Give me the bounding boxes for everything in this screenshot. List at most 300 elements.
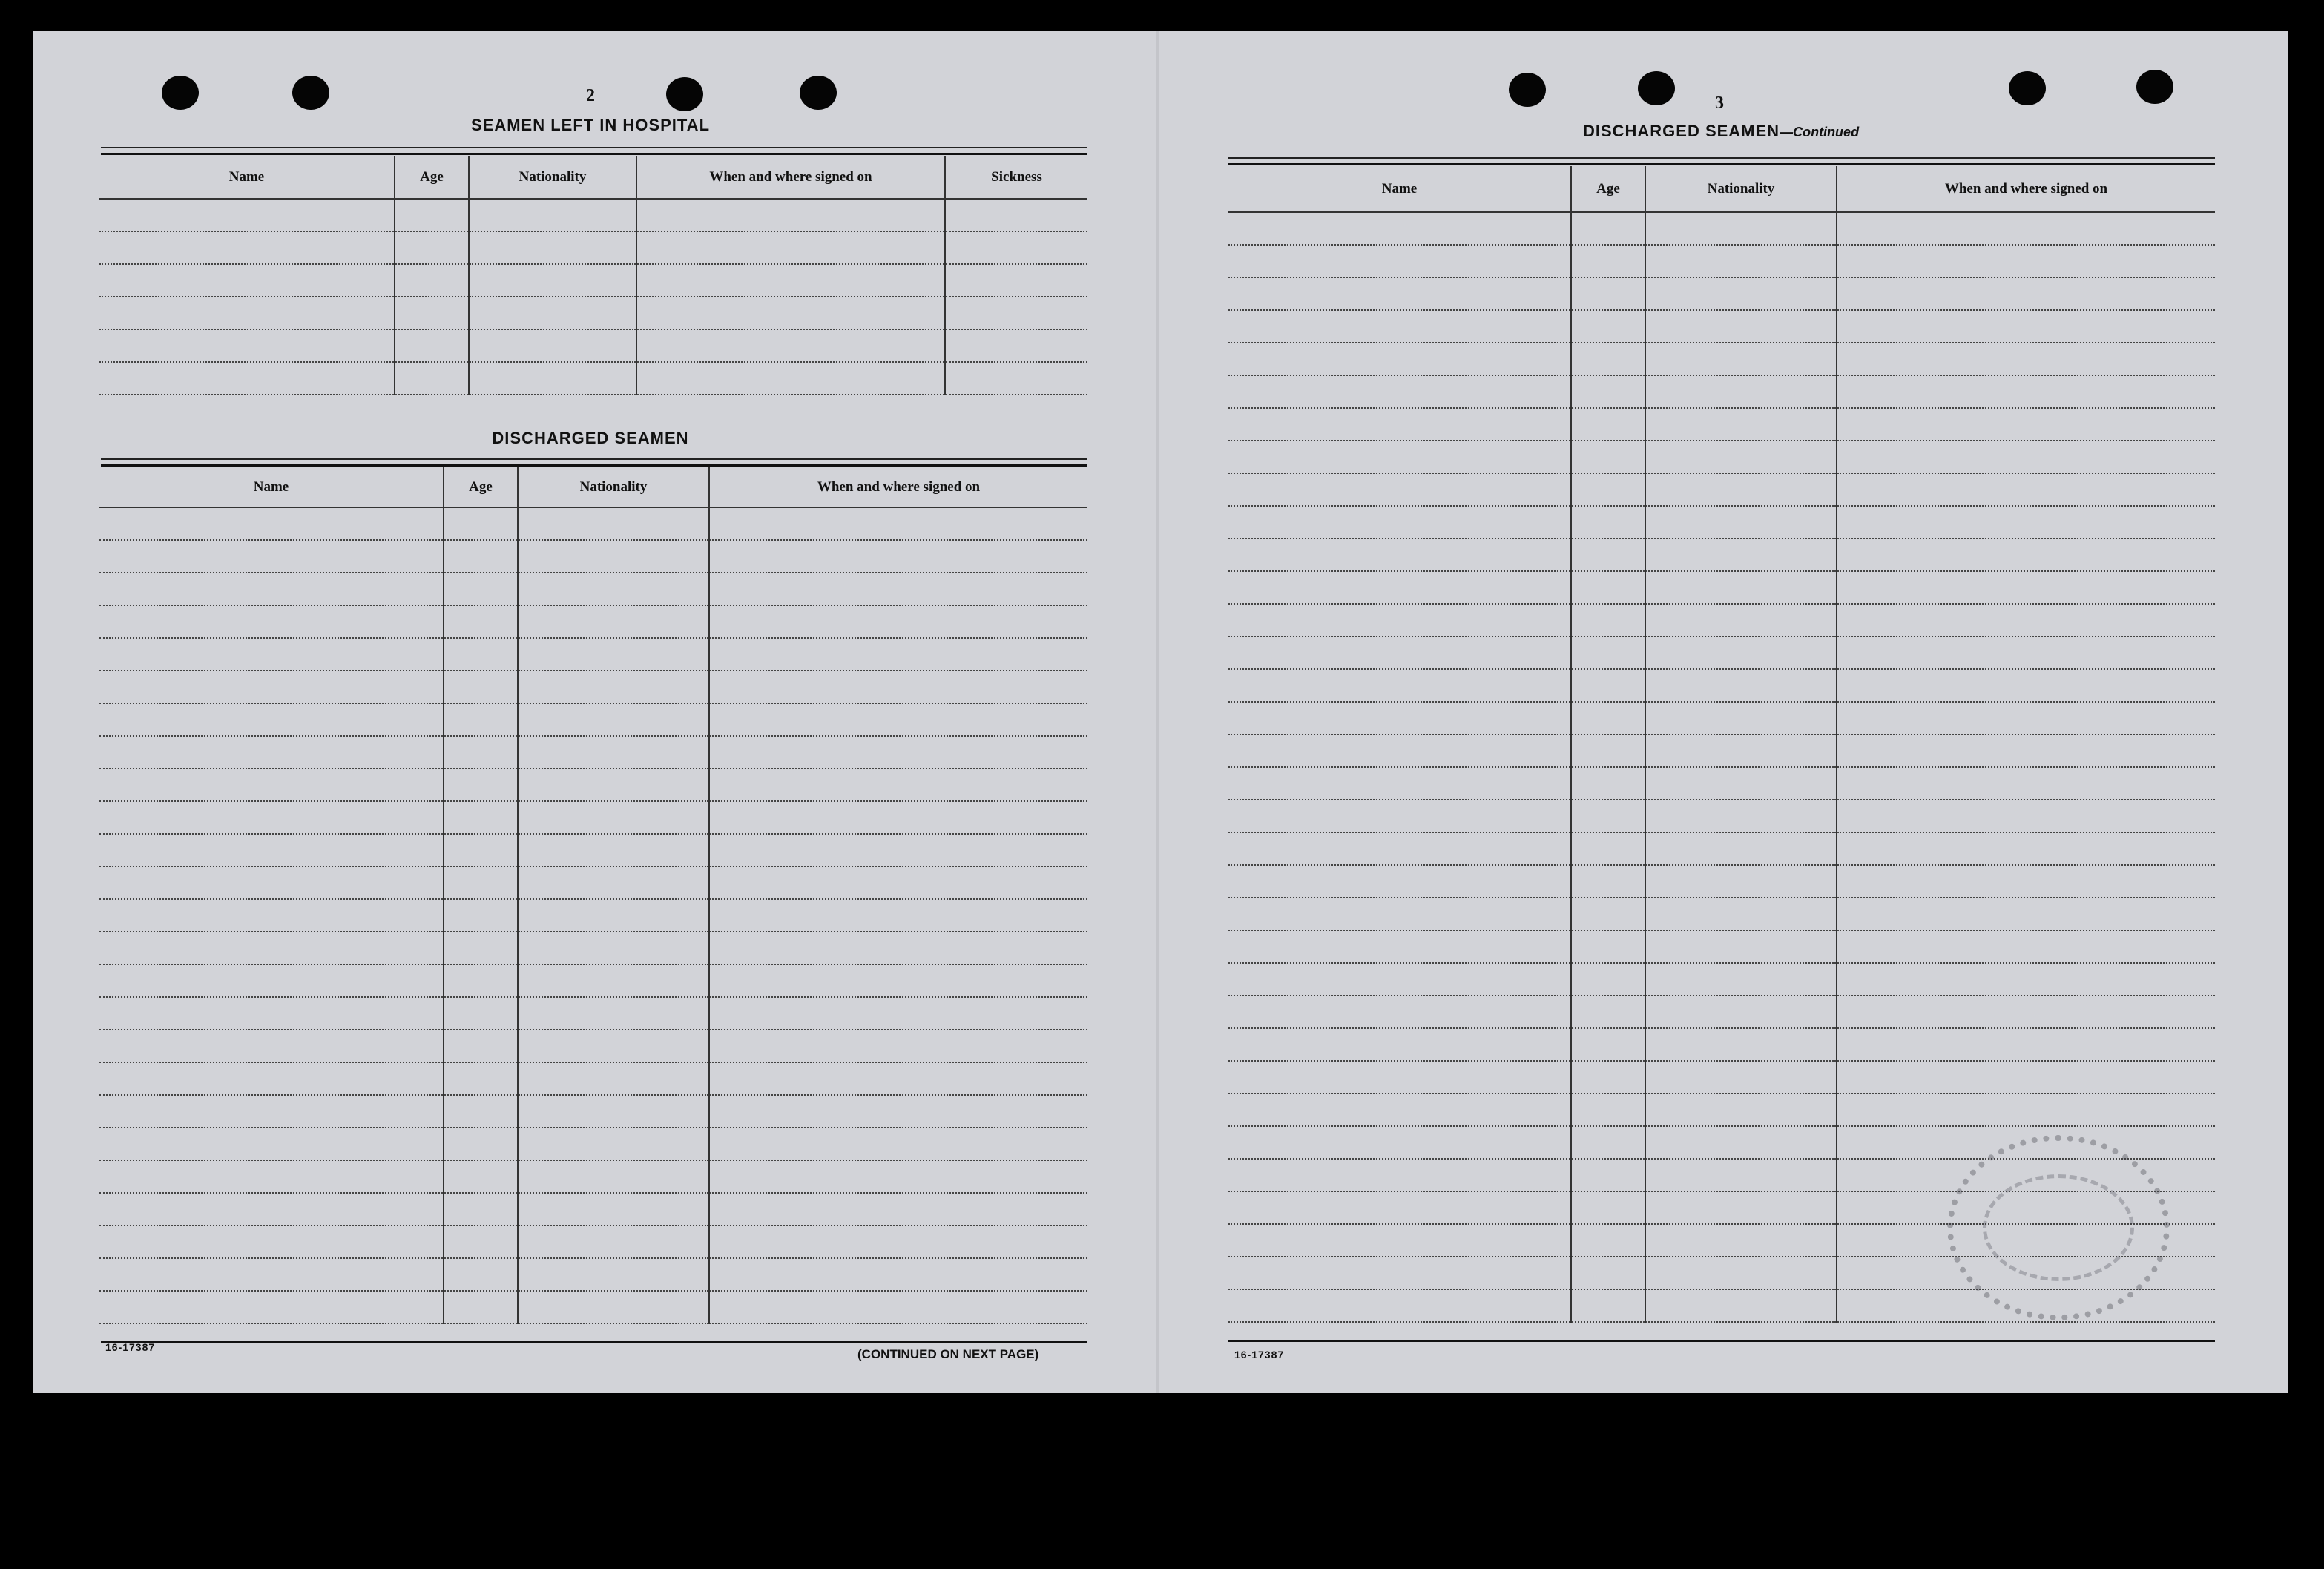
table-row (99, 507, 1087, 540)
table-row (1228, 375, 2215, 408)
blank-cell (1571, 375, 1645, 408)
table-row (99, 1226, 1087, 1258)
hospital-table (99, 156, 1087, 395)
blank-cell (518, 1160, 709, 1193)
table-row (99, 769, 1087, 801)
table-row (99, 834, 1087, 866)
blank-cell (1645, 245, 1837, 277)
blank-cell (1837, 506, 2215, 539)
table-row (99, 1128, 1087, 1160)
blank-cell (1645, 963, 1837, 996)
table-row (99, 573, 1087, 605)
page-number: 3 (1715, 93, 1724, 113)
column-header-name: Name (1228, 166, 1571, 212)
blank-cell (1837, 343, 2215, 375)
blank-cell (1837, 734, 2215, 767)
blank-cell (709, 1226, 1087, 1258)
blank-cell (1645, 539, 1837, 571)
blank-cell (1228, 996, 1571, 1028)
blank-cell (1837, 375, 2215, 408)
blank-cell (1228, 277, 1571, 310)
blank-cell (1837, 1028, 2215, 1061)
hospital-section-title: SEAMEN LEFT IN HOSPITAL (470, 116, 711, 134)
blank-cell (709, 605, 1087, 638)
blank-cell (709, 573, 1087, 605)
blank-cell (1645, 898, 1837, 930)
blank-cell (1228, 800, 1571, 832)
blank-cell (709, 638, 1087, 671)
page-number: 2 (586, 86, 595, 105)
blank-cell (1571, 1224, 1645, 1257)
blank-cell (444, 801, 518, 834)
table-row (1228, 996, 2215, 1028)
blank-cell (1837, 637, 2215, 669)
blank-cell (1228, 930, 1571, 963)
blank-cell (1571, 1061, 1645, 1093)
blank-cell (945, 329, 1087, 362)
blank-cell (444, 1128, 518, 1160)
table-row (1228, 245, 2215, 277)
blank-cell (395, 199, 469, 231)
blank-cell (518, 801, 709, 834)
continued-note: (CONTINUED ON NEXT PAGE) (857, 1347, 1039, 1361)
punch-hole (1638, 71, 1675, 105)
divider (101, 1341, 1087, 1343)
blank-cell (99, 362, 395, 395)
blank-cell (1645, 604, 1837, 637)
blank-cell (709, 1160, 1087, 1193)
blank-cell (1571, 1191, 1645, 1224)
blank-cell (1571, 1257, 1645, 1289)
blank-cell (1571, 1159, 1645, 1191)
blank-cell (444, 540, 518, 573)
blank-cell (518, 540, 709, 573)
blank-cell (518, 964, 709, 997)
column-header-name: Name (99, 467, 444, 507)
blank-cell (1571, 245, 1645, 277)
blank-cell (1837, 865, 2215, 898)
blank-cell (1645, 506, 1837, 539)
blank-cell (1571, 734, 1645, 767)
form-number: 16-17387 (1234, 1349, 1285, 1361)
blank-cell (945, 362, 1087, 395)
blank-cell (1645, 669, 1837, 702)
blank-cell (1571, 506, 1645, 539)
table-row (99, 932, 1087, 964)
table-row (1228, 832, 2215, 865)
table-row (99, 540, 1087, 573)
divider (1228, 157, 2215, 159)
table-row (99, 736, 1087, 769)
blank-cell (1228, 245, 1571, 277)
punch-hole (666, 77, 703, 111)
divider (101, 153, 1087, 155)
blank-cell (99, 899, 444, 932)
blank-cell (636, 199, 945, 231)
blank-cell (636, 362, 945, 395)
blank-cell (709, 1291, 1087, 1323)
discharged-table (99, 467, 1087, 1324)
blank-cell (1571, 1289, 1645, 1322)
blank-cell (1228, 604, 1571, 637)
blank-cell (99, 297, 395, 329)
blank-cell (1837, 669, 2215, 702)
column-header-nationality: Nationality (518, 467, 709, 507)
blank-cell (99, 866, 444, 899)
blank-cell (99, 834, 444, 866)
blank-cell (469, 297, 636, 329)
table-row (1228, 800, 2215, 832)
table-row (1228, 1061, 2215, 1093)
table-row (99, 964, 1087, 997)
blank-cell (1837, 441, 2215, 473)
blank-cell (518, 605, 709, 638)
blank-cell (518, 932, 709, 964)
punch-hole (2136, 70, 2173, 104)
table-row (99, 1062, 1087, 1095)
column-header-nationality: Nationality (469, 156, 636, 199)
page-fold (1156, 31, 1159, 1393)
blank-cell (1645, 343, 1837, 375)
table-row (1228, 408, 2215, 441)
divider (101, 464, 1087, 467)
blank-cell (1645, 375, 1837, 408)
table-row (99, 1095, 1087, 1128)
blank-cell (1645, 408, 1837, 441)
table-row (99, 866, 1087, 899)
blank-cell (1228, 1191, 1571, 1224)
blank-cell (636, 297, 945, 329)
blank-cell (99, 964, 444, 997)
blank-cell (518, 1030, 709, 1062)
blank-cell (1837, 800, 2215, 832)
blank-cell (1228, 1289, 1571, 1322)
blank-cell (518, 507, 709, 540)
blank-cell (1837, 898, 2215, 930)
table-row (99, 638, 1087, 671)
blank-cell (709, 1258, 1087, 1291)
blank-cell (395, 362, 469, 395)
blank-cell (1645, 1289, 1837, 1322)
divider (101, 458, 1087, 460)
blank-cell (1645, 571, 1837, 604)
blank-cell (1228, 473, 1571, 506)
table-row (1228, 441, 2215, 473)
blank-cell (444, 638, 518, 671)
blank-cell (1645, 1159, 1837, 1191)
table-row (99, 1030, 1087, 1062)
blank-cell (1837, 245, 2215, 277)
table-row (99, 264, 1087, 297)
blank-cell (1837, 539, 2215, 571)
blank-cell (1645, 832, 1837, 865)
divider (101, 147, 1087, 148)
blank-cell (469, 329, 636, 362)
blank-cell (709, 997, 1087, 1030)
blank-cell (518, 703, 709, 736)
blank-cell (518, 899, 709, 932)
table-row (1228, 539, 2215, 571)
table-row (99, 231, 1087, 264)
punch-hole (162, 76, 199, 110)
blank-cell (1228, 212, 1571, 245)
blank-cell (518, 671, 709, 703)
blank-cell (1645, 996, 1837, 1028)
blank-cell (1571, 930, 1645, 963)
blank-cell (1228, 343, 1571, 375)
blank-cell (444, 605, 518, 638)
blank-cell (518, 997, 709, 1030)
blank-cell (99, 769, 444, 801)
column-header-age: Age (444, 467, 518, 507)
blank-cell (1571, 212, 1645, 245)
blank-cell (99, 736, 444, 769)
table-row (1228, 669, 2215, 702)
blank-cell (945, 199, 1087, 231)
table-row (1228, 343, 2215, 375)
blank-cell (1228, 1159, 1571, 1191)
table-row (99, 671, 1087, 703)
blank-cell (1228, 669, 1571, 702)
table-row (99, 329, 1087, 362)
blank-cell (1645, 702, 1837, 734)
blank-cell (469, 362, 636, 395)
blank-cell (1228, 832, 1571, 865)
blank-cell (709, 964, 1087, 997)
blank-cell (709, 540, 1087, 573)
blank-cell (1228, 375, 1571, 408)
blank-cell (518, 736, 709, 769)
blank-cell (444, 1291, 518, 1323)
blank-cell (1228, 1061, 1571, 1093)
blank-cell (444, 899, 518, 932)
blank-cell (469, 199, 636, 231)
blank-cell (1228, 702, 1571, 734)
blank-cell (1837, 571, 2215, 604)
blank-cell (1837, 212, 2215, 245)
column-header-signed-on: When and where signed on (1837, 166, 2215, 212)
blank-cell (1228, 963, 1571, 996)
title-continued: —Continued (1780, 125, 1860, 139)
blank-cell (1645, 800, 1837, 832)
blank-cell (1571, 539, 1645, 571)
blank-cell (945, 297, 1087, 329)
column-header-age: Age (395, 156, 469, 199)
blank-cell (945, 231, 1087, 264)
blank-cell (1645, 473, 1837, 506)
blank-cell (444, 573, 518, 605)
blank-cell (1571, 996, 1645, 1028)
blank-cell (709, 1030, 1087, 1062)
blank-cell (709, 866, 1087, 899)
blank-cell (1228, 441, 1571, 473)
blank-cell (709, 1062, 1087, 1095)
punch-hole (1509, 73, 1546, 107)
blank-cell (1837, 1061, 2215, 1093)
blank-cell (1645, 212, 1837, 245)
blank-cell (1571, 832, 1645, 865)
table-row (99, 1193, 1087, 1226)
blank-cell (444, 932, 518, 964)
blank-cell (99, 329, 395, 362)
table-row (1228, 637, 2215, 669)
blank-cell (1837, 963, 2215, 996)
column-header-nationality: Nationality (1645, 166, 1837, 212)
form-number: 16-17387 (105, 1341, 156, 1353)
blank-cell (99, 264, 395, 297)
blank-cell (444, 964, 518, 997)
blank-cell (1837, 408, 2215, 441)
blank-cell (1228, 408, 1571, 441)
divider (1228, 163, 2215, 165)
blank-cell (1645, 1126, 1837, 1159)
blank-cell (444, 703, 518, 736)
blank-cell (1645, 441, 1837, 473)
blank-cell (99, 540, 444, 573)
table-row (1228, 930, 2215, 963)
table-row (1228, 963, 2215, 996)
blank-cell (1571, 604, 1645, 637)
blank-cell (518, 1062, 709, 1095)
blank-cell (1837, 604, 2215, 637)
blank-cell (518, 1128, 709, 1160)
blank-cell (99, 638, 444, 671)
blank-cell (444, 1193, 518, 1226)
blank-cell (1228, 1126, 1571, 1159)
table-row (1228, 865, 2215, 898)
table-row (1228, 506, 2215, 539)
column-header-age: Age (1571, 166, 1645, 212)
blank-cell (395, 297, 469, 329)
blank-cell (1571, 1028, 1645, 1061)
blank-cell (709, 769, 1087, 801)
blank-cell (518, 1291, 709, 1323)
title-main: DISCHARGED SEAMEN (1582, 122, 1780, 140)
blank-cell (99, 507, 444, 540)
blank-cell (444, 1030, 518, 1062)
table-row (1228, 473, 2215, 506)
blank-cell (1228, 865, 1571, 898)
blank-cell (99, 1291, 444, 1323)
blank-cell (518, 834, 709, 866)
blank-cell (709, 899, 1087, 932)
blank-cell (1571, 1126, 1645, 1159)
blank-cell (709, 507, 1087, 540)
blank-cell (1571, 277, 1645, 310)
blank-cell (518, 1193, 709, 1226)
blank-cell (1228, 637, 1571, 669)
blank-cell (99, 1030, 444, 1062)
column-header-sickness: Sickness (945, 156, 1087, 199)
table-row (99, 703, 1087, 736)
table-row (1228, 1093, 2215, 1126)
blank-cell (1571, 702, 1645, 734)
blank-cell (1571, 1093, 1645, 1126)
blank-cell (1571, 343, 1645, 375)
blank-cell (1645, 930, 1837, 963)
blank-cell (1228, 1257, 1571, 1289)
table-row (99, 1258, 1087, 1291)
blank-cell (518, 769, 709, 801)
blank-cell (1837, 930, 2215, 963)
discharged-continued-title (1476, 122, 1966, 141)
blank-cell (444, 834, 518, 866)
column-header-name: Name (99, 156, 395, 199)
blank-cell (99, 605, 444, 638)
blank-cell (1645, 865, 1837, 898)
blank-cell (99, 1160, 444, 1193)
blank-cell (709, 703, 1087, 736)
blank-cell (1571, 767, 1645, 800)
blank-cell (1571, 310, 1645, 343)
blank-cell (444, 997, 518, 1030)
table-row (99, 1291, 1087, 1323)
table-row (1228, 212, 2215, 245)
blank-cell (518, 1095, 709, 1128)
blank-cell (1645, 767, 1837, 800)
divider (1228, 1340, 2215, 1342)
blank-cell (518, 1226, 709, 1258)
table-row (1228, 898, 2215, 930)
punch-hole (800, 76, 837, 110)
blank-cell (99, 231, 395, 264)
blank-cell (444, 866, 518, 899)
blank-cell (1645, 1224, 1837, 1257)
blank-cell (1571, 571, 1645, 604)
table-row (1228, 310, 2215, 343)
blank-cell (99, 932, 444, 964)
blank-cell (709, 1095, 1087, 1128)
table-row (99, 801, 1087, 834)
blank-cell (1645, 1028, 1837, 1061)
blank-cell (1571, 898, 1645, 930)
blank-cell (395, 264, 469, 297)
blank-cell (444, 1095, 518, 1128)
blank-cell (1228, 310, 1571, 343)
blank-cell (1571, 441, 1645, 473)
blank-cell (444, 1258, 518, 1291)
blank-cell (469, 231, 636, 264)
blank-cell (444, 1226, 518, 1258)
table-row (1228, 767, 2215, 800)
blank-cell (1228, 1093, 1571, 1126)
blank-cell (1228, 898, 1571, 930)
blank-cell (1228, 571, 1571, 604)
blank-cell (444, 1062, 518, 1095)
blank-cell (1571, 963, 1645, 996)
blank-cell (709, 932, 1087, 964)
blank-cell (1645, 734, 1837, 767)
blank-cell (469, 264, 636, 297)
blank-cell (518, 1258, 709, 1291)
table-row (1228, 1028, 2215, 1061)
blank-cell (1645, 637, 1837, 669)
blank-cell (395, 329, 469, 362)
blank-cell (444, 507, 518, 540)
blank-cell (1228, 734, 1571, 767)
blank-cell (444, 736, 518, 769)
blank-cell (99, 997, 444, 1030)
blank-cell (99, 199, 395, 231)
table-row (1228, 702, 2215, 734)
blank-cell (1228, 539, 1571, 571)
blank-cell (99, 1062, 444, 1095)
blank-cell (518, 866, 709, 899)
punch-hole (292, 76, 329, 110)
blank-cell (1571, 669, 1645, 702)
blank-cell (1228, 506, 1571, 539)
punch-hole (2009, 71, 2046, 105)
